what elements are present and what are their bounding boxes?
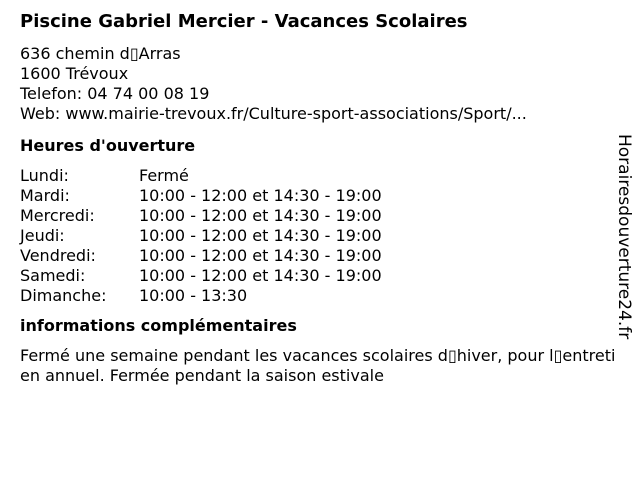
hours-row-friday: [20, 246, 610, 266]
address-line-city: 1600 Trévoux: [20, 64, 129, 83]
phone-label: Telefon:: [20, 84, 83, 103]
hours-row-thursday: [20, 226, 610, 246]
day-hours: 10:00 - 12:00 et 14:30 - 19:00: [139, 266, 382, 285]
phone-number[interactable]: 04 74 00 08 19: [87, 84, 210, 103]
address-line-street: 636 chemin d▯Arras: [20, 44, 181, 63]
info-heading: informations complémentaires: [20, 316, 297, 335]
info-text: Fermé une semaine pendant les vacances scolaires d▯hiver, pour l▯entretien annuel. Fermée pendant la saison estivale: [20, 346, 616, 385]
day-hours: 10:00 - 12:00 et 14:30 - 19:00: [139, 206, 382, 225]
hours-row-wednesday: [20, 206, 610, 226]
day-label: Vendredi:: [20, 246, 96, 265]
web-label: Web:: [20, 104, 61, 123]
hours-row-tuesday: [20, 186, 610, 206]
day-label: Mardi:: [20, 186, 70, 205]
web-row: [20, 104, 610, 124]
hours-row-monday: [20, 166, 610, 186]
day-hours: 10:00 - 12:00 et 14:30 - 19:00: [139, 186, 382, 205]
website-link[interactable]: www.mairie-trevoux.fr/Culture-sport-associations/Sport/...: [65, 104, 527, 123]
day-hours: 10:00 - 12:00 et 14:30 - 19:00: [139, 226, 382, 245]
hours-table: [20, 166, 610, 306]
day-hours: 10:00 - 12:00 et 14:30 - 19:00: [139, 246, 382, 265]
hours-row-sunday: [20, 286, 610, 306]
address-block: [20, 44, 610, 124]
day-label: Lundi:: [20, 166, 69, 185]
hours-heading: Heures d'ouverture: [20, 136, 196, 155]
phone-row: [20, 84, 610, 104]
day-hours: 10:00 - 13:30: [139, 286, 248, 305]
opening-hours-card: [20, 10, 616, 386]
day-label: Jeudi:: [20, 226, 65, 245]
day-label: Dimanche:: [20, 286, 107, 305]
day-label: Mercredi:: [20, 206, 95, 225]
hours-row-saturday: [20, 266, 610, 286]
day-hours: Fermé: [139, 166, 189, 185]
site-watermark: Horairesdouverture24.fr: [614, 134, 634, 340]
day-label: Samedi:: [20, 266, 86, 285]
page-title: Piscine Gabriel Mercier - Vacances Scolaires: [20, 11, 468, 32]
